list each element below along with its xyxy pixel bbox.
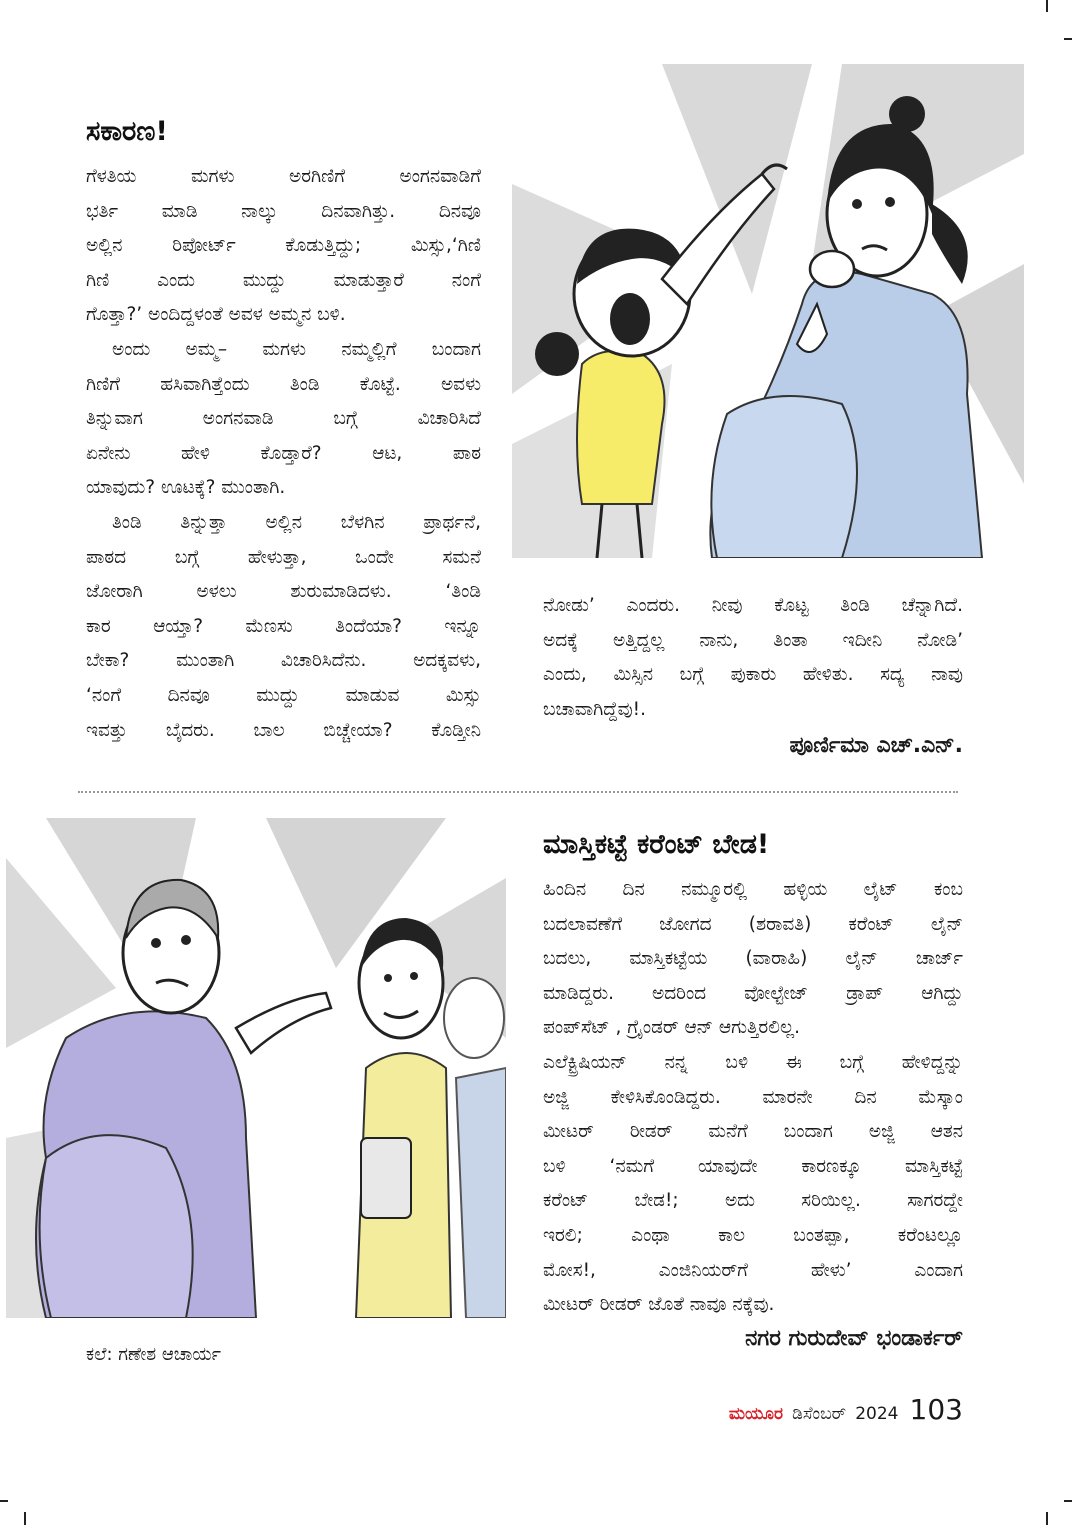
text-line: ಗೆಳತಿಯ ಮಗಳು ಅರಗಿಣಿಗೆ ಅಂಗನವಾಡಿಗೆ	[86, 166, 481, 187]
section-divider	[78, 791, 958, 793]
text-line: ಮೀಟರ್ ರೀಡರ್ ಮನೆಗೆ ಬಂದಾಗ ಅಜ್ಜಿ ಆತನ	[543, 1121, 963, 1143]
page-footer	[600, 1393, 963, 1426]
text-line: ಅದಕ್ಕೆ ಅತ್ತಿದ್ದಲ್ಲ ನಾನು, ತಿಂತಾ ಇದೀನಿ ನೋಡಿ’	[543, 629, 963, 651]
text-line: ತಿನ್ನುವಾಗ ಅಂಗನವಾಡಿ ಬಗ್ಗೆ ವಿಚಾರಿಸಿದೆ	[86, 408, 481, 430]
text-line: ಬೇಕಾ? ಮುಂತಾಗಿ ವಿಚಾರಿಸಿದೆನು. ಅದಕ್ಕವಳು,	[86, 650, 481, 672]
crop-mark	[1064, 1500, 1072, 1502]
text-line: ಎಲೆಕ್ಟ್ರಿಷಿಯನ್ ನನ್ನ ಬಳಿ ಈ ಬಗ್ಗೆ ಹೇಳಿದ್ದನ್ನು	[543, 1051, 963, 1073]
story1-author: ಪೂರ್ಣಿಮಾ ಎಚ್.ಎನ್.	[789, 733, 963, 758]
crop-mark	[1046, 1512, 1048, 1525]
magazine-logo: ಮಯೂರ	[728, 1404, 784, 1424]
text-line: ಪಾಠದ ಬಗ್ಗೆ ಹೇಳುತ್ತಾ, ಒಂದೇ ಸಮನೆ	[86, 546, 481, 568]
text-line: ಮೋಸ!, ಎಂಜಿನಿಯರ್‌ಗೆ ಹೇಳು’ ಎಂದಾಗ	[543, 1259, 963, 1281]
text-line: ಮಾಡಿದ್ದರು. ಅದರಿಂದ ವೋಲ್ಟೇಜ್ ಡ್ರಾಪ್ ಆಗಿದ್ದು	[543, 982, 963, 1004]
illustration-grandmother-meter-reader	[6, 818, 506, 1318]
story2-author: ನಗರ ಗುರುದೇವ್ ಭಂಡಾರ್ಕರ್	[745, 1326, 963, 1351]
crop-mark	[1064, 38, 1072, 40]
story2-body	[543, 873, 963, 1323]
page-number: 103	[909, 1393, 963, 1426]
text-line: ಬಳಿ ‘ನಮಗೆ ಯಾವುದೇ ಕಾರಣಕ್ಕೂ ಮಾಸ್ತಿಕಟ್ಟೆ	[543, 1155, 963, 1177]
story2-title: ಮಾಸ್ತಿಕಟ್ಟೆ ಕರೆಂಟ್ ಬೇಡ!	[543, 829, 770, 860]
text-line: ಎಂದು, ಮಿಸ್ಸಿನ ಬಗ್ಗೆ ಪುಕಾರು ಹೇಳಿತು. ಸದ್ಯ ನಾವು	[543, 664, 963, 686]
text-line: ಗಿಣಿಗೆ ಹಸಿವಾಗಿತ್ತೆಂದು ತಿಂಡಿ ಕೊಟ್ಟೆ. ಅವಳು	[86, 373, 481, 395]
text-line: ಮೀಟರ್ ರೀಡರ್ ಜೊತೆ ನಾವೂ ನಕ್ಕೆವು.	[543, 1294, 775, 1316]
text-line: ಜೋರಾಗಿ ಅಳಲು ಶುರುಮಾಡಿದಳು. ‘ತಿಂಡಿ	[86, 581, 481, 603]
text-line: ಗೊತ್ತಾ?’ ಅಂದಿದ್ದಳಂತೆ ಅವಳ ಅಮ್ಮನ ಬಳಿ.	[86, 304, 346, 326]
illustration-credit: ಕಲೆ: ಗಣೇಶ ಆಚಾರ್ಯ	[86, 1344, 222, 1365]
story1-body-right	[543, 589, 963, 727]
text-line: ‘ನಂಗೆ ದಿನವೂ ಮುದ್ದು ಮಾಡುವ ಮಿಸ್ಸು	[86, 684, 481, 706]
text-line: ಇರಲಿ; ಎಂಥಾ ಕಾಲ ಬಂತಪ್ಪಾ, ಕರೆಂಟಲ್ಲೂ	[543, 1224, 963, 1246]
text-line: ಬದಲಾವಣೆಗೆ ಜೋಗದ (ಶರಾವತಿ) ಕರೆಂಟ್ ಲೈನ್	[543, 913, 963, 935]
text-line: ಭರ್ತಿ ಮಾಡಿ ನಾಲ್ಕು ದಿನವಾಗಿತ್ತು. ದಿನವೂ	[86, 200, 481, 222]
story1-title: ಸಕಾರಣ!	[86, 116, 168, 147]
text-line: ಕಾರ ಆಯ್ತಾ? ಮೆಣಸು ತಿಂದೆಯಾ? ಇನ್ನೂ	[86, 615, 481, 637]
footer-month: ಡಿಸೆಂಬರ್	[792, 1404, 847, 1424]
text-line: ಯಾವುದು? ಊಟಕ್ಕೆ? ಮುಂತಾಗಿ.	[86, 477, 286, 499]
text-line: ಅಂದು ಅಮ್ಮ– ಮಗಳು ನಮ್ಮಲ್ಲಿಗೆ ಬಂದಾಗ	[112, 338, 481, 360]
text-line: ತಿಂಡಿ ತಿನ್ನುತ್ತಾ ಅಲ್ಲಿನ ಬೆಳಗಿನ ಪ್ರಾರ್ಥನೆ,	[112, 511, 481, 533]
text-line: ನೋಡು’ ಎಂದರು. ನೀವು ಕೊಟ್ಟ ತಿಂಡಿ ಚೆನ್ನಾಗಿದೆ.	[543, 595, 963, 616]
text-line: ಹಿಂದಿನ ದಿನ ನಮ್ಮೂರಲ್ಲಿ ಹಳ್ಳಿಯ ಲೈಟ್ ಕಂಬ	[543, 879, 963, 900]
text-line: ಏನೇನು ಹೇಳಿ ಕೊಡ್ತಾರೆ? ಆಟ, ಪಾಠ	[86, 442, 481, 464]
crop-mark	[0, 1500, 8, 1502]
illustration-mother-daughter	[512, 64, 1024, 558]
text-line: ಪಂಪ್‌ಸೆಟ್ , ಗ್ರೈಂಡರ್ ಆನ್ ಆಗುತ್ತಿರಲಿಲ್ಲ.	[543, 1017, 801, 1039]
text-line: ಗಿಣಿ ಎಂದು ಮುದ್ದು ಮಾಡುತ್ತಾರೆ ನಂಗೆ	[86, 269, 481, 291]
story1-body-left	[86, 160, 481, 748]
footer-year: 2024	[855, 1404, 899, 1424]
text-line: ಅಲ್ಲಿನ ರಿಪೋರ್ಟ್ ಕೊಡುತ್ತಿದ್ದು; ಮಿಸ್ಸು,‘ಗಿಣಿ	[86, 235, 481, 257]
text-line: ಬದಲು, ಮಾಸ್ತಿಕಟ್ಟೆಯ (ವಾರಾಹಿ) ಲೈನ್ ಚಾರ್ಜ್	[543, 948, 963, 970]
text-line: ಅಜ್ಜಿ ಕೇಳಿಸಿಕೊಂಡಿದ್ದರು. ಮಾರನೇ ದಿನ ಮೆಸ್ಕಾಂ	[543, 1086, 963, 1108]
crop-mark	[1046, 0, 1048, 12]
text-line: ಕರೆಂಟ್ ಬೇಡ!; ಅದು ಸರಿಯಿಲ್ಲ. ಸಾಗರದ್ದೇ	[543, 1190, 963, 1212]
text-line: ಇವತ್ತು ಬೈದರು. ಬಾಲ ಬಿಚ್ಚೇಯಾ? ಕೊಡ್ತೀನಿ	[86, 719, 481, 741]
text-line: ಬಚಾವಾಗಿದ್ದೆವು!.	[543, 698, 646, 720]
crop-mark	[24, 1512, 26, 1525]
